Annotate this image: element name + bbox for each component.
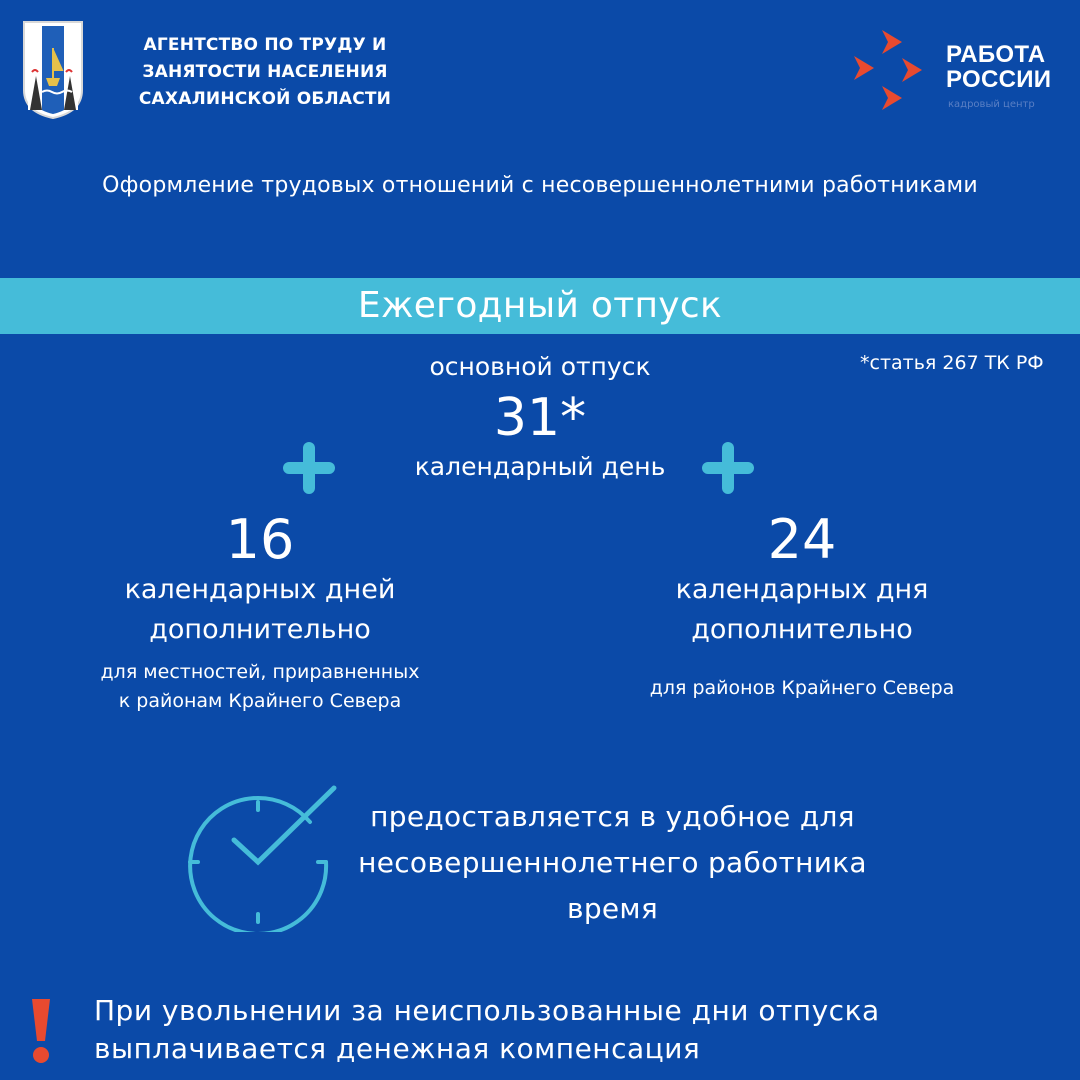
timing-line: предоставляется в удобное для — [370, 800, 855, 833]
brand-line: РАБОТА — [946, 41, 1046, 68]
timing-line: несовершеннолетнего работника — [358, 846, 867, 879]
right-days-text — [582, 570, 1022, 650]
plus-icon — [700, 440, 756, 496]
left-days-number: 16 — [225, 508, 295, 571]
brand-name — [946, 42, 1076, 92]
sakhalin-coat-of-arms-icon — [22, 20, 84, 120]
timing-line: время — [567, 892, 658, 925]
exclamation-icon — [26, 995, 56, 1065]
left-note-line: для местностей, приравненных — [100, 661, 420, 683]
footnote: *статья 267 ТК РФ — [860, 352, 1044, 374]
brand-subtitle: кадровый центр — [948, 99, 1035, 110]
agency-line: ЗАНЯТОСТИ НАСЕЛЕНИЯ — [142, 62, 388, 82]
compensation-notice — [94, 992, 1054, 1068]
left-days-line: календарных дней — [124, 574, 396, 605]
agency-name — [110, 32, 420, 113]
agency-line: САХАЛИНСКОЙ ОБЛАСТИ — [138, 89, 392, 109]
right-days-number: 24 — [767, 508, 837, 571]
rabota-rossii-logo-icon — [852, 28, 922, 112]
timing-text — [330, 794, 895, 932]
agency-line: АГЕНТСТВО ПО ТРУДУ И — [143, 35, 387, 55]
left-days-note — [40, 658, 480, 716]
notice-line: При увольнении за неиспользованные дни отпуска — [94, 994, 880, 1027]
right-days-note — [582, 674, 1022, 703]
section-title: Ежегодный отпуск — [357, 285, 723, 326]
left-note-line: к районам Крайнего Севера — [118, 690, 402, 712]
brand-line: РОССИИ — [946, 66, 1052, 93]
notice-line: выплачивается денежная компенсация — [94, 1032, 701, 1065]
main-leave-unit: календарный день — [414, 452, 666, 481]
right-days-line: дополнительно — [691, 614, 913, 645]
left-days-text — [40, 570, 480, 650]
plus-icon — [281, 440, 337, 496]
right-days-line: календарных дня — [675, 574, 929, 605]
right-note-line: для районов Крайнего Севера — [649, 677, 955, 699]
subject-title: Оформление трудовых отношений с несовершеннолетними работниками — [102, 173, 978, 198]
main-leave-number: 31* — [493, 388, 587, 448]
clock-check-icon — [186, 782, 346, 932]
left-days-line: дополнительно — [149, 614, 371, 645]
main-leave-label: основной отпуск — [429, 352, 651, 381]
